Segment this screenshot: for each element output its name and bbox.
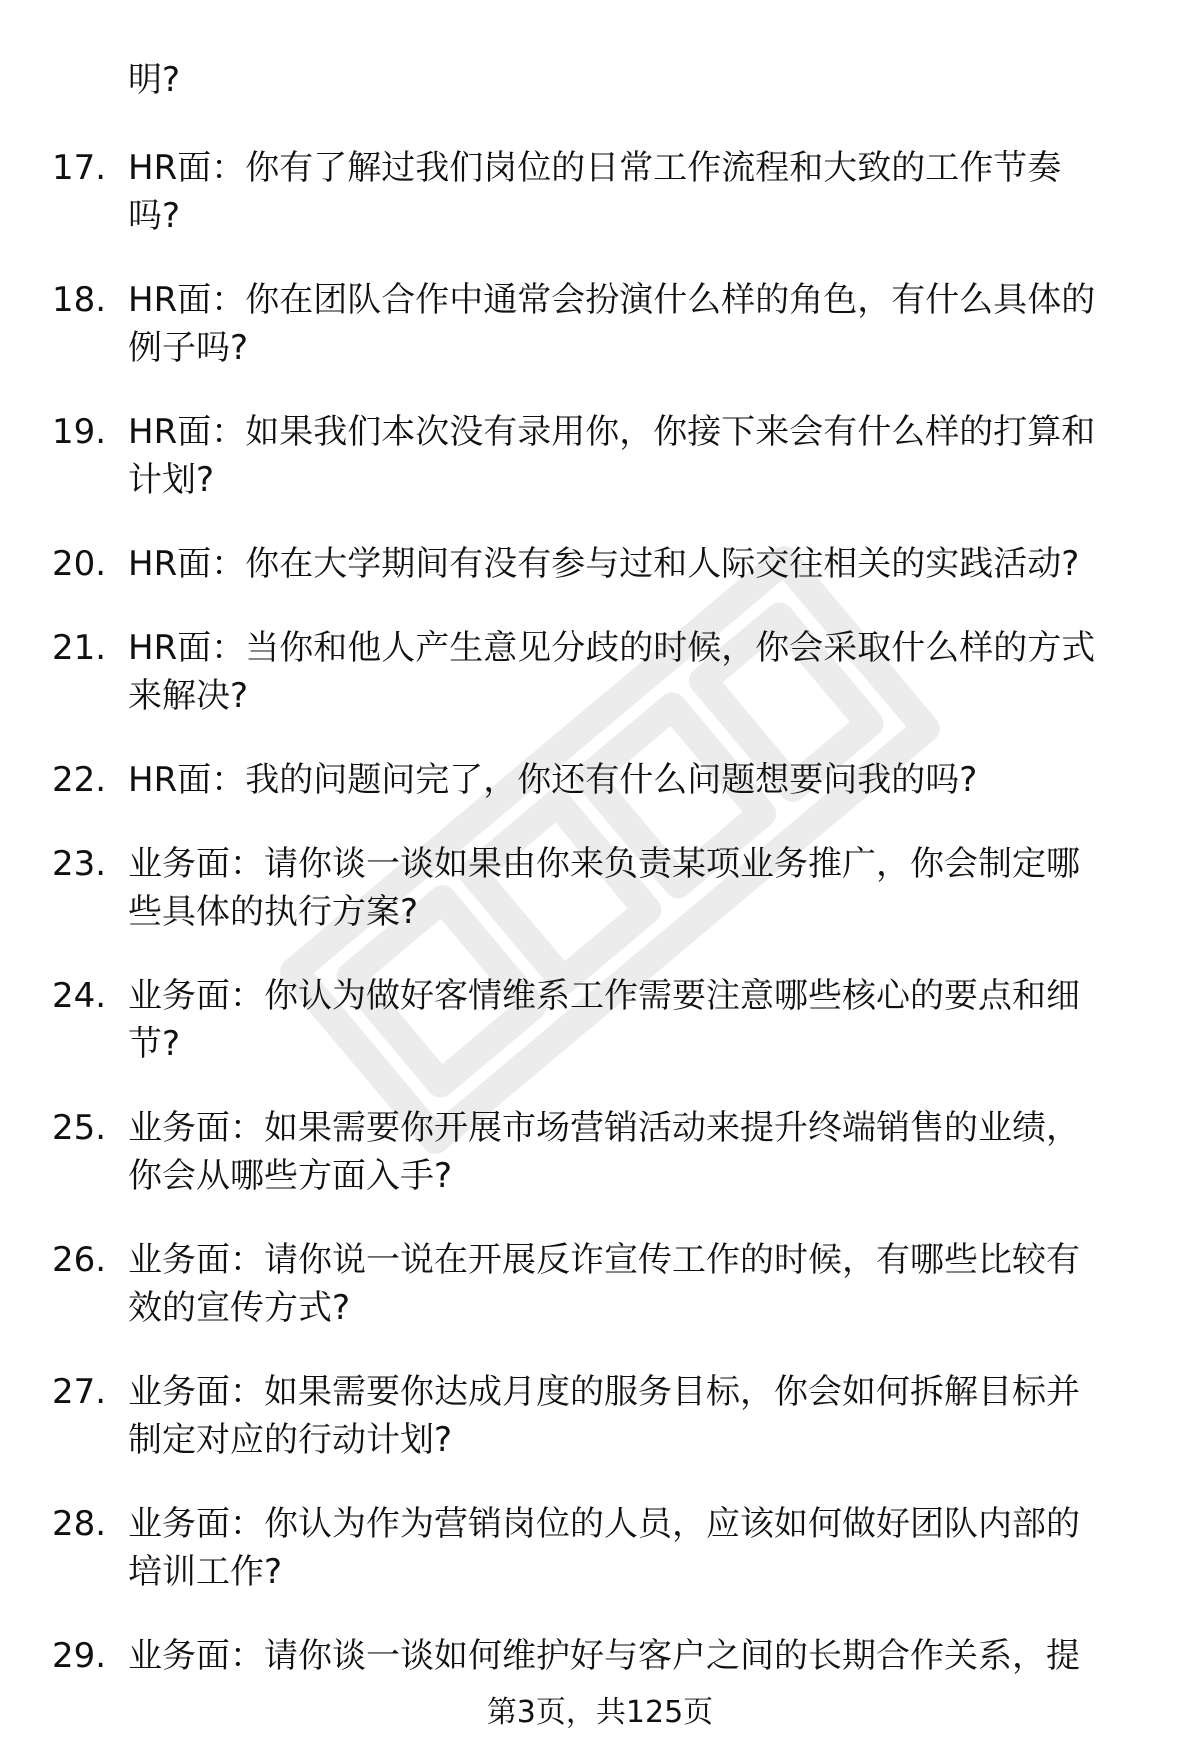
list-item	[0, 540, 1200, 588]
list-item	[0, 408, 1200, 504]
question-text: 业务面：你认为做好客情维系工作需要注意哪些核心的要点和细 节?	[128, 976, 1080, 1064]
question-text: HR面：当你和他人产生意见分歧的时候，你会采取什么样的方式 来解决?	[128, 628, 1096, 716]
page-footer: 第3页，共125页	[486, 1695, 714, 1730]
question-number: 26.	[52, 1240, 107, 1280]
question-number: 29.	[52, 1636, 107, 1676]
list-item	[0, 1632, 1200, 1680]
list-item	[0, 1104, 1200, 1200]
question-text: 业务面：如果需要你开展市场营销活动来提升终端销售的业绩， 你会从哪些方面入手?	[128, 1108, 1080, 1196]
question-text: 业务面：如果需要你达成月度的服务目标，你会如何拆解目标并 制定对应的行动计划?	[128, 1372, 1080, 1460]
question-number: 18.	[52, 280, 107, 320]
list-item	[0, 1500, 1200, 1596]
question-text: HR面：你在团队合作中通常会扮演什么样的角色，有什么具体的 例子吗?	[128, 280, 1096, 368]
question-list	[0, 144, 1200, 1716]
question-number: 28.	[52, 1504, 107, 1544]
question-number: 23.	[52, 844, 107, 884]
question-text: 业务面：请你谈一谈如果由你来负责某项业务推广，你会制定哪 些具体的执行方案?	[128, 844, 1080, 932]
list-item	[0, 276, 1200, 372]
question-number: 27.	[52, 1372, 107, 1412]
question-text: 业务面：你认为作为营销岗位的人员，应该如何做好团队内部的 培训工作?	[128, 1504, 1080, 1592]
continuation-text: 明?	[128, 60, 181, 100]
list-item	[0, 1368, 1200, 1464]
question-number: 20.	[52, 544, 107, 584]
question-number: 24.	[52, 976, 107, 1016]
question-number: 25.	[52, 1108, 107, 1148]
question-number: 19.	[52, 412, 107, 452]
list-item	[0, 1236, 1200, 1332]
list-item	[0, 840, 1200, 936]
question-text: 业务面：请你谈一谈如何维护好与客户之间的长期合作关系，提	[128, 1636, 1080, 1676]
list-item	[0, 624, 1200, 720]
list-item	[0, 756, 1200, 804]
question-text: HR面：你在大学期间有没有参与过和人际交往相关的实践活动?	[128, 544, 1080, 584]
question-number: 22.	[52, 760, 107, 800]
list-item	[0, 144, 1200, 240]
question-text: 业务面：请你说一说在开展反诈宣传工作的时候，有哪些比较有 效的宣传方式?	[128, 1240, 1080, 1328]
question-text: HR面：我的问题问完了，你还有什么问题想要问我的吗?	[128, 760, 978, 800]
list-item	[0, 972, 1200, 1068]
question-number: 21.	[52, 628, 107, 668]
question-text: HR面：你有了解过我们岗位的日常工作流程和大致的工作节奏 吗?	[128, 148, 1062, 236]
question-text: HR面：如果我们本次没有录用你，你接下来会有什么样的打算和 计划?	[128, 412, 1096, 500]
question-number: 17.	[52, 148, 107, 188]
